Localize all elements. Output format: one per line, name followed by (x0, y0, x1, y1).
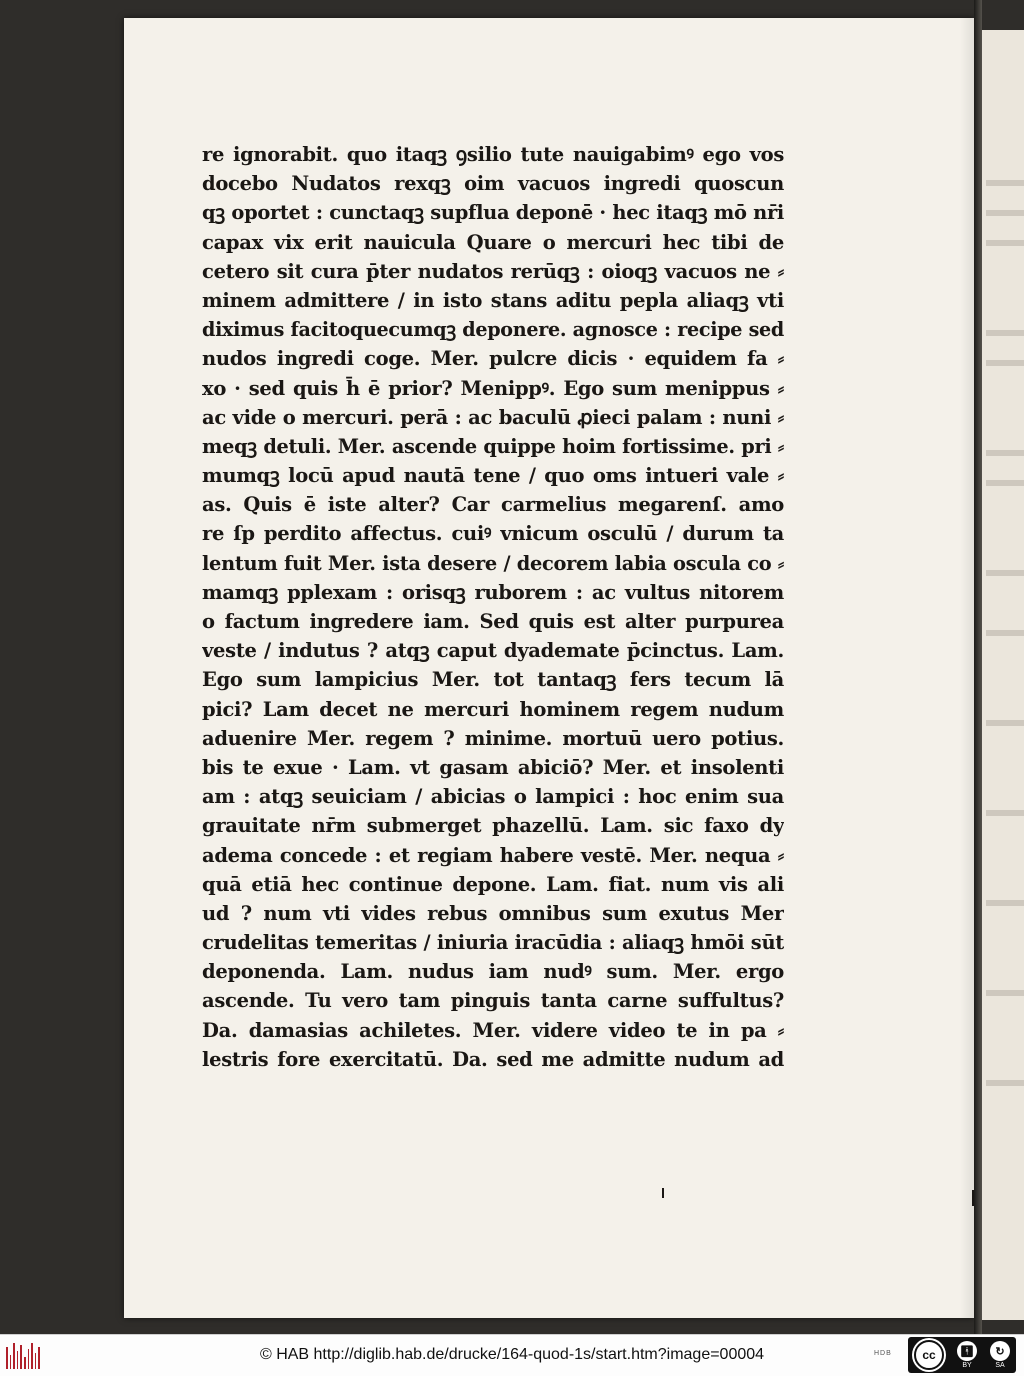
text-line: bis te exue · Lam. vt gasam abiciō? Mer. et insolenti (202, 755, 784, 779)
text-line: as. Quis ē iste alter? Car carmelius megarenſ. amo (202, 493, 784, 517)
text-line: minem admittere / in isto stans aditu pepla aliaqꝫ vti (202, 288, 784, 312)
by-person-icon: 🚹︎ (957, 1341, 977, 1361)
text-line: mamqꝫ pplexam : orisqꝫ ruborem : ac vultus nitorem (202, 580, 784, 604)
text-line: aduenire Mer. regem ? minime. mortuū uero potius. (202, 726, 784, 750)
viewer-footer (0, 1334, 1024, 1376)
margin-mark (662, 1188, 664, 1198)
text-line: cetero sit cura p̄ter nudatos rerūqꝫ : oioqꝫ vacuos ne ⸗ (202, 259, 784, 283)
text-line: re ignorabit. quo itaqꝫ ꝯsilio tute nauigabimꝰ ego vos (202, 143, 784, 166)
text-line: quā etiā hec continue depone. Lam. fiat. num vis ali (202, 872, 784, 896)
credit-link[interactable]: © HAB http://diglib.hab.de/drucke/164-quod-1s/start.htm?image=00004 (259, 1346, 765, 1363)
sa-share-alike-icon: ↻ (990, 1341, 1010, 1361)
text-line: re ſp perdito affectus. cuiꝰ vnicum osculū / durum ta (202, 522, 784, 546)
cc-license-badge[interactable] (908, 1337, 1016, 1373)
text-line: ud ? num vti vides rebus omnibus sum exutus Mer (202, 901, 784, 925)
text-line: ascende. Tu vero tam pinguis tanta carne suffultus? (202, 989, 784, 1013)
text-line: grauitate nr̄m submerget phazellū. Lam. sic faxo dy (202, 814, 784, 838)
sa-label: SA (995, 1362, 1005, 1369)
text-line: o factum ingredere iam. Sed quis est alter purpurea (202, 610, 784, 633)
printed-text-block (202, 140, 784, 1074)
text-line: Da. damasias achiletes. Mer. videre video te in pa ⸗ (202, 1018, 784, 1042)
margin-mark (972, 1190, 974, 1206)
text-line: ac vide o mercuri. perā : ac baculū ꝓieci palam : nuni ⸗ (202, 405, 784, 429)
text-line: veste / indutus ? atqꝫ caput dyademate p̄cinctus. Lam. (202, 639, 784, 663)
cc-icon: cc (914, 1340, 944, 1370)
footer-code: HDB (874, 1350, 892, 1357)
book-gutter (974, 0, 982, 1334)
text-line: am : atqꝫ seuiciam / abicias o lampici : hoc enim sua (202, 785, 784, 809)
text-line: mumqꝫ locū apud nautā tene / quo oms intueri vale ⸗ (202, 464, 784, 488)
text-line: diximus facitoquecumqꝫ deponere. agnosce : recipe sed (202, 318, 784, 342)
text-line: crudelitas temeritas / iniuria iracūdia : aliaqꝫ hmōi sūt (202, 931, 784, 955)
text-line: lestris fore exercitatū. Da. sed me admitte nudum ad (202, 1047, 784, 1071)
text-line: capax vix erit nauicula Quare o mercuri hec tibi de (202, 230, 784, 254)
text-line: Ego sum lampicius Mer. tot tantaqꝫ fers tecum lā (202, 668, 784, 692)
text-line: lentum fuit Mer. ista desere / decorem labia oscula co ⸗ (202, 551, 784, 575)
text-line: pici? Lam decet ne mercuri hominem regem nudum (202, 697, 784, 721)
text-line: qꝫ oportet : cunctaqꝫ supflua deponē · hec itaqꝫ mō nr̄i (202, 201, 784, 225)
text-line: docebo Nudatos rexqꝫ oim vacuos ingredi quoscun (202, 172, 784, 196)
by-label: BY (962, 1362, 972, 1369)
text-line: deponenda. Lam. nudus iam nudꝰ sum. Mer. ergo (202, 960, 784, 984)
adjacent-page-edge (982, 30, 1024, 1320)
text-line: xo · sed quis h̄ ē prior? Menippꝰ. Ego sum menippus ⸗ (202, 376, 784, 400)
text-line: meqꝫ detuli. Mer. ascende quippe hoim fortissime. pri ⸗ (202, 434, 784, 458)
text-line: adema concede : et regiam habere vestē. Mer. nequa ⸗ (202, 843, 784, 867)
text-line: nudos ingredi coge. Mer. pulcre dicis · equidem fa ⸗ (202, 347, 784, 371)
